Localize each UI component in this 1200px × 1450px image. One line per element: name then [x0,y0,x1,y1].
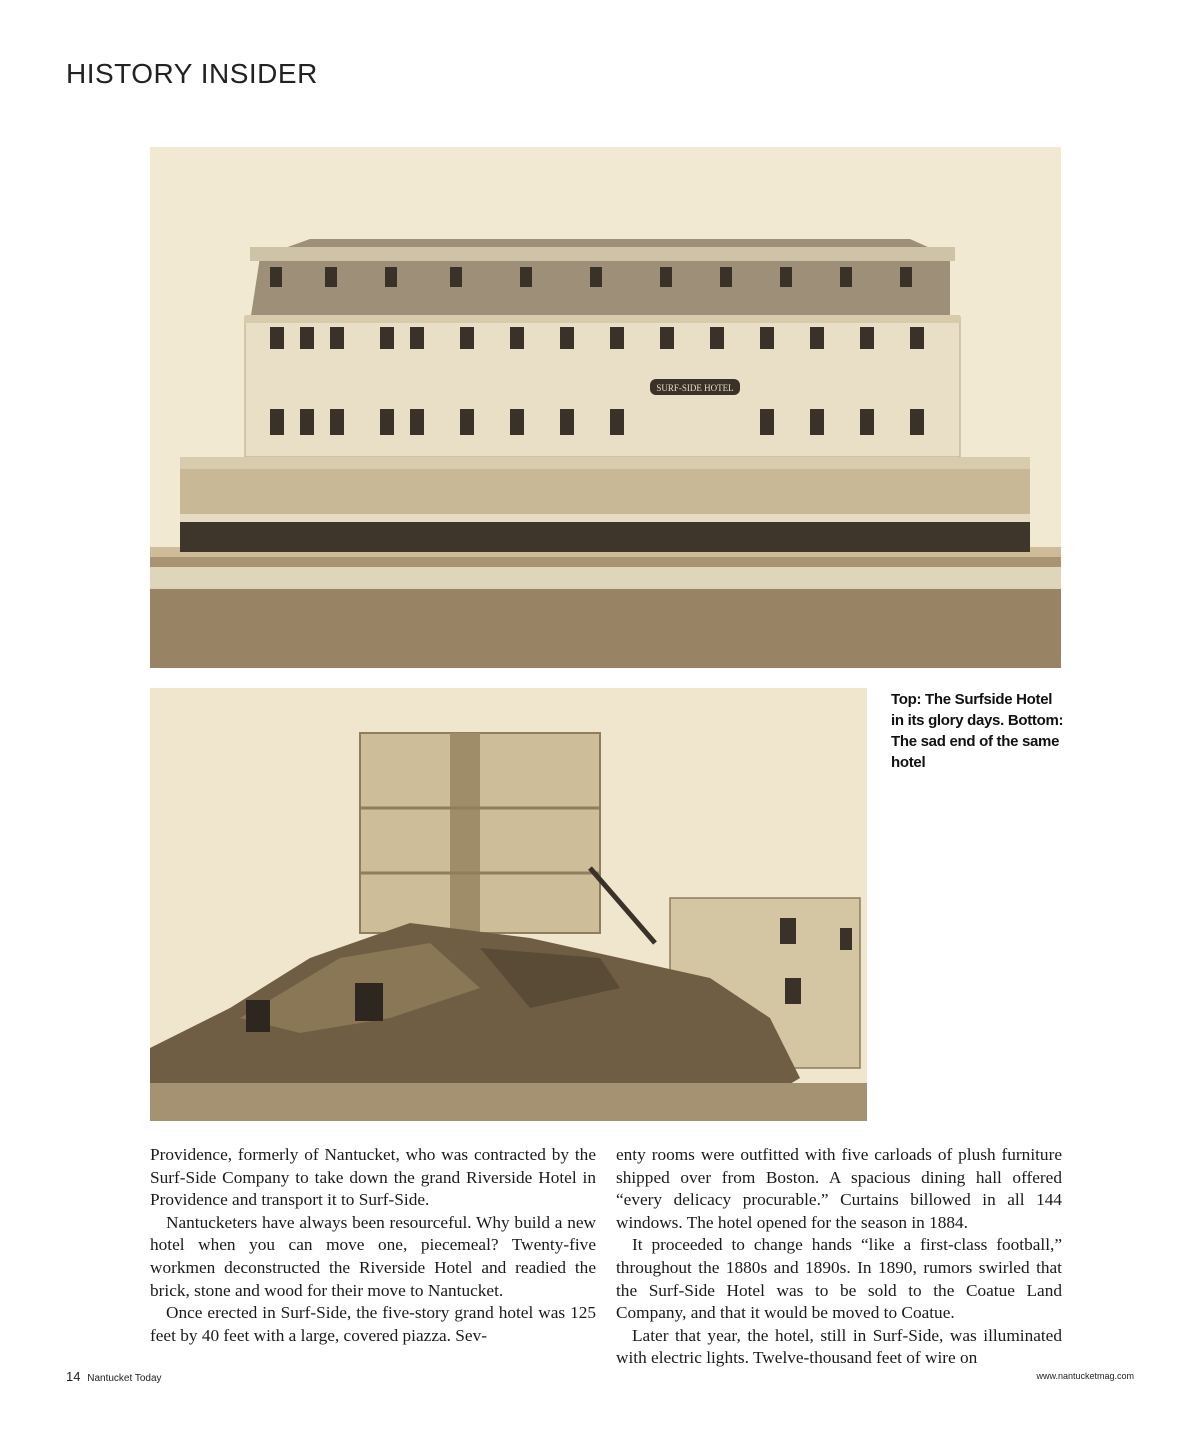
photo-caption: Top: The Surfside Hotel in its glory days. Bottom: The sad end of the same hotel [891,691,1064,771]
hotel-photo-illustration [150,147,1061,668]
article-paragraph: Once erected in Surf-Side, the five-story grand hotel was 125 feet by 40 feet with a large, covered piazza. Sev- [150,1303,596,1345]
article-paragraph: Nantucketers have always been resourceful. Why build a new hotel when you can move one, piecemeal? Twenty-five workmen deconstructed the Riverside Hotel and readied the brick, stone and wood for their move to Nantucket. [150,1212,596,1300]
photo-surfside-hotel-ruin [150,688,867,1121]
photo-surfside-hotel-glory [150,147,1061,668]
footer-website: www.nantucketmag.com [1036,1371,1134,1381]
article-paragraph: Later that year, the hotel, still in Surf-Side, was illuminated with electric lights. Twelve-thousand feet of wire on [616,1325,1062,1368]
section-title: HISTORY INSIDER [66,58,318,89]
article-paragraph: Providence, formerly of Nantucket, who was contracted by the Surf-Side Company to take down the grand Riverside Hotel in Providence and transport it to Surf-Side. [150,1145,596,1210]
footer-folio [66,1369,162,1384]
ruin-photo-illustration [150,688,867,1121]
page-number: 14 [66,1369,81,1384]
article-paragraph: enty rooms were outfitted with five carloads of plush furniture shipped over from Boston. A spacious dining hall offered “every delicacy procurable.” Curtains billowed in all 144 windows. The hotel opened for the season in 1884. [616,1145,1062,1232]
publication-name: Nantucket Today [87,1373,162,1384]
article-paragraph: It proceeded to change hands “like a first-class football,” throughout the 1880s and 1890s. In 1890, rumors swirled that the Surf-Side Hotel was to be sold to the Coatue Land Company, and that it would be moved to Coatue. [616,1235,1062,1323]
article-column-left [150,1144,596,1347]
hotel-sign-text: SURF-SIDE HOTEL [656,383,734,393]
article-column-right [616,1144,1062,1370]
